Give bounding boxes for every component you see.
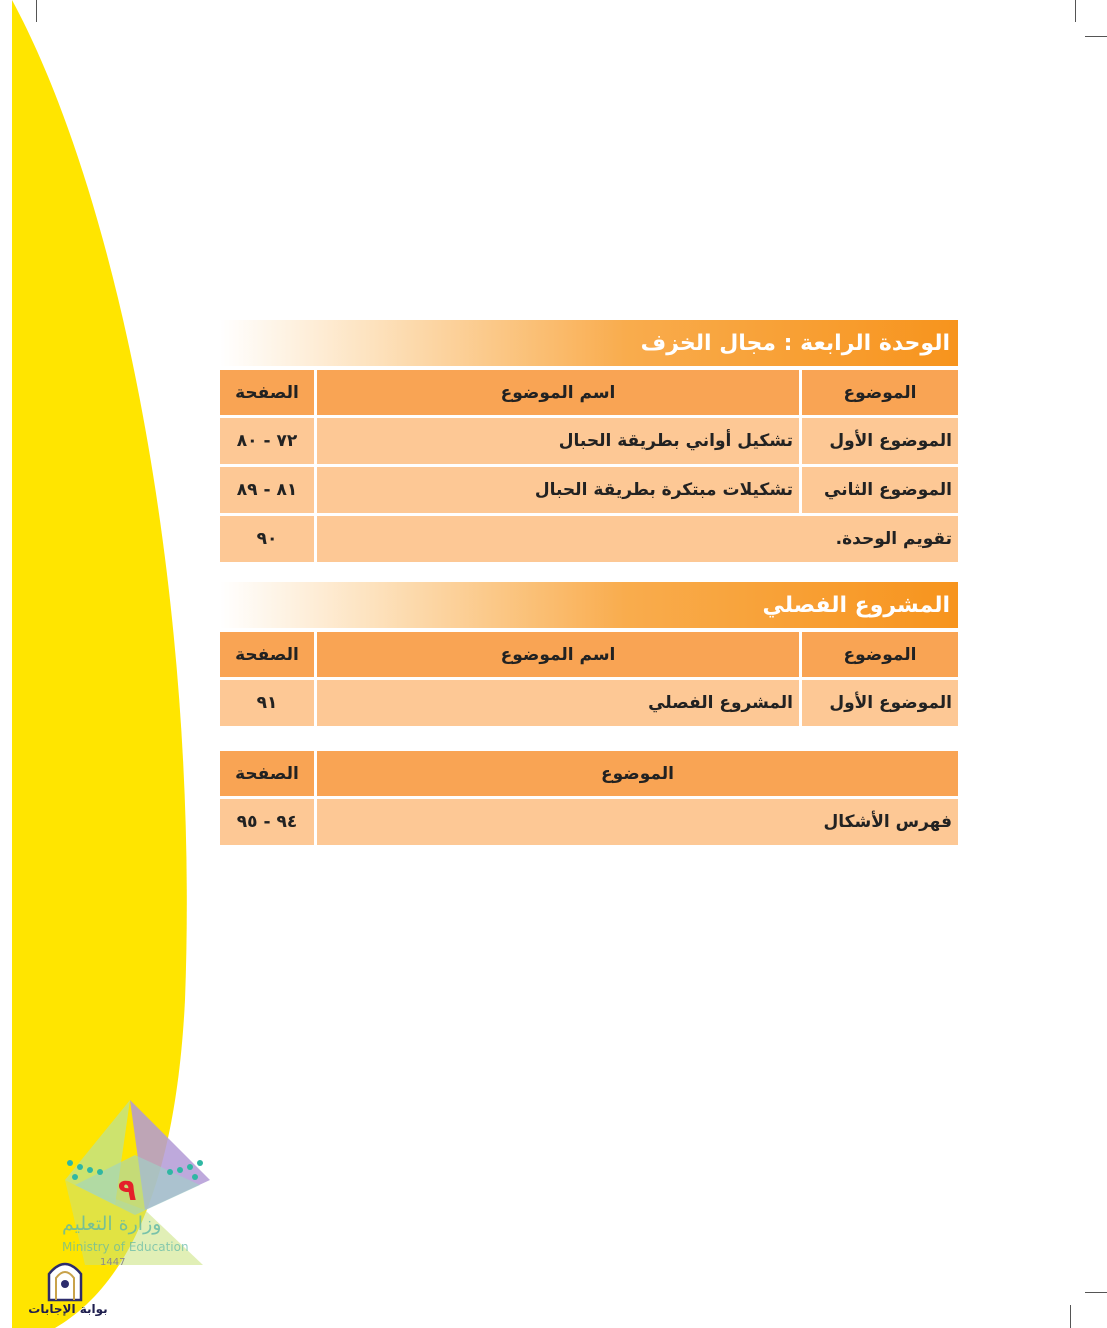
row-name: تشكيل أواني بطريقة الحبال: [317, 418, 799, 464]
header-topic: الموضوع: [802, 370, 958, 415]
watermark-text: بوابة الإجابات: [28, 1302, 108, 1316]
page-number: ٩: [118, 1173, 137, 1208]
crop-mark: [1085, 36, 1107, 37]
header-topic: الموضوع: [802, 632, 958, 677]
row-topic: الموضوع الأول: [802, 680, 958, 726]
table-row: [220, 799, 958, 845]
ministry-arabic: وزارة التعليم: [62, 1213, 162, 1235]
crop-mark: [1075, 0, 1076, 22]
watermark-icon: [45, 1258, 85, 1302]
header-page: الصفحة: [220, 751, 314, 796]
evaluation-page: ٩٠: [220, 516, 314, 562]
row-page: ٧٢ - ٨٠: [220, 418, 314, 464]
row-page: ٨١ - ٨٩: [220, 467, 314, 513]
table-header-row: [220, 751, 958, 796]
evaluation-label: تقويم الوحدة.: [317, 516, 958, 562]
table-row: [220, 467, 958, 513]
table-row: [220, 680, 958, 726]
table-header-row: [220, 370, 958, 415]
row-name: تشكيلات مبتكرة بطريقة الحبال: [317, 467, 799, 513]
table-header-row: [220, 632, 958, 677]
index-table: [220, 751, 958, 848]
unit-header: [220, 320, 958, 366]
row-name: المشروع الفصلي: [317, 680, 799, 726]
header-name: اسم الموضوع: [317, 632, 799, 677]
ministry-year: 1447: [100, 1257, 126, 1268]
ministry-english: Ministry of Education: [62, 1240, 189, 1254]
row-topic: الموضوع الأول: [802, 418, 958, 464]
project-header: [220, 582, 958, 628]
project-title: المشروع الفصلي: [762, 592, 950, 618]
crop-mark: [1070, 1305, 1071, 1328]
header-name: اسم الموضوع: [317, 370, 799, 415]
unit-table: [220, 370, 958, 565]
project-table: [220, 632, 958, 729]
header-page: الصفحة: [220, 370, 314, 415]
row-page: ٩٤ - ٩٥: [220, 799, 314, 845]
table-row: [220, 418, 958, 464]
row-page: ٩١: [220, 680, 314, 726]
header-page: الصفحة: [220, 632, 314, 677]
row-topic: فهرس الأشكال: [317, 799, 958, 845]
evaluation-row: [220, 516, 958, 562]
header-topic: الموضوع: [317, 751, 958, 796]
row-topic: الموضوع الثاني: [802, 467, 958, 513]
unit-title: الوحدة الرابعة : مجال الخزف: [640, 330, 950, 356]
crop-mark: [1085, 1292, 1107, 1293]
